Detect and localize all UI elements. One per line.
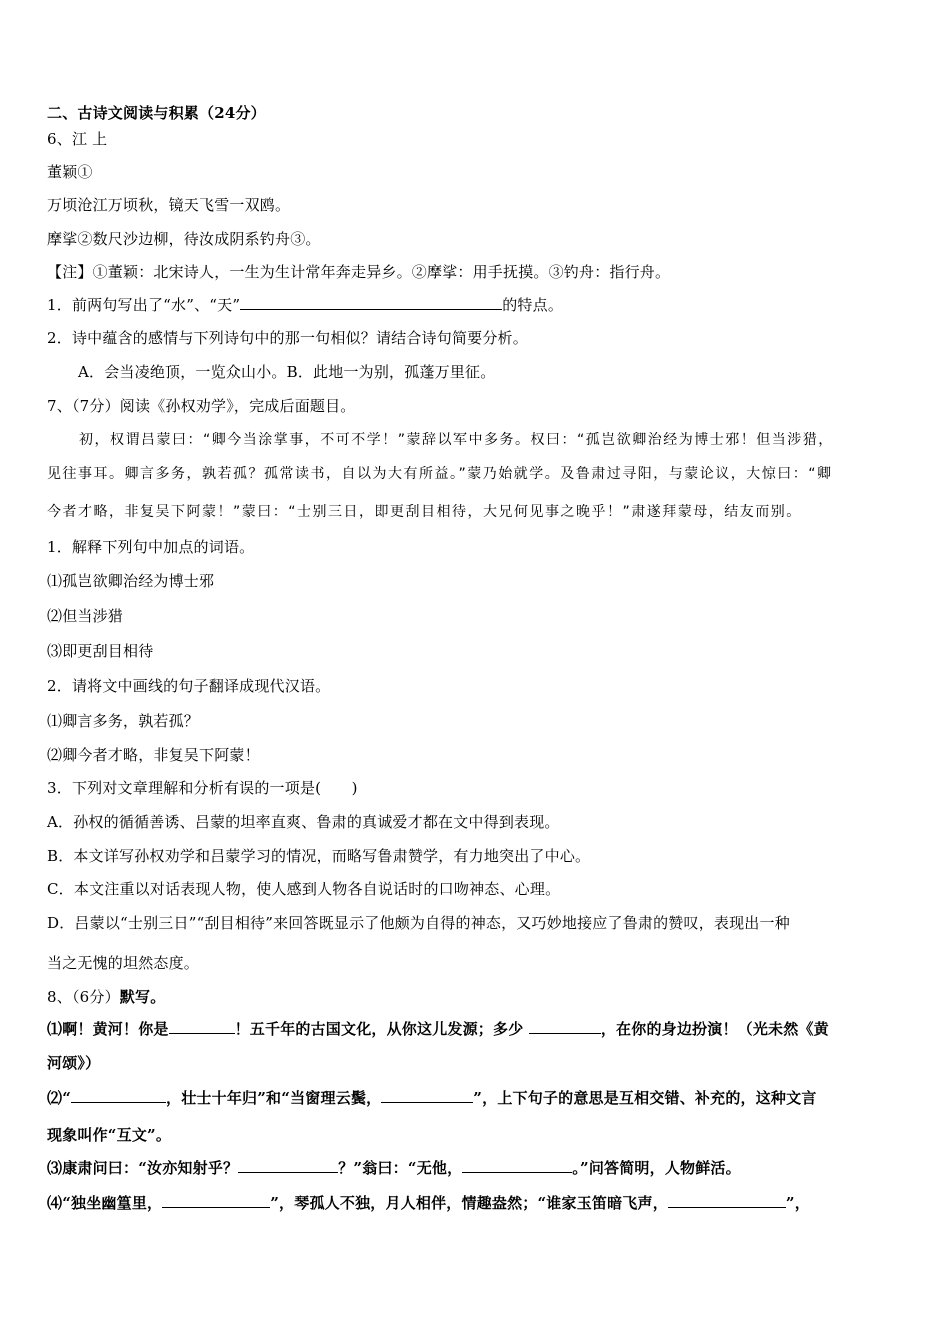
q7-subq2-item2: ⑵卿今者才略，非复吴下阿蒙！ [47,746,260,764]
answer-blank[interactable] [71,1088,166,1103]
q8-title: 8、（6分）默写。 [47,988,166,1006]
q8-item2-cont: 现象叫作“互文”。 [47,1126,172,1144]
q8-item2: ⑵“ ，壮士十年归”和“当窗理云鬓， ”，上下句子的意思是互相交错、补充的，这种文言 [47,1089,817,1107]
q6-poem-line1: 万顷沧江万顷秋，镜天飞雪一双鸥。 [47,196,291,214]
answer-blank[interactable] [529,1019,601,1034]
q7-option-d-cont: 当之无愧的坦然态度。 [47,954,200,972]
q7-option-c: C．本文注重以对话表现人物，使人感到人物各自说话时的口吻神态、心理。 [47,880,561,898]
q7-title: 7、（7分）阅读《孙权劝学》，完成后面题目。 [47,397,356,415]
q7-subq1-item3: ⑶即更刮目相待 [47,642,154,660]
answer-blank[interactable] [668,1193,786,1208]
q7-subq2-item1: ⑴卿言多务，孰若孤？ [47,712,200,730]
q6-title: 6、江 上 [47,130,108,148]
q6-note: 【注】①董颖：北宋诗人，一生为生计常年奔走异乡。②摩挲：用手抚摸。③钓舟：指行舟。 [47,263,671,281]
q8-item1-cont: 河颂》） [47,1054,101,1072]
answer-blank[interactable] [238,1158,338,1173]
q7-option-b: B．本文详写孙权劝学和吕蒙学习的情况，而略写鲁肃赞学，有力地突出了中心。 [47,847,591,865]
section-title: 二、古诗文阅读与积累（24分） [47,104,266,122]
q7-subq1-item2: ⑵但当涉猎 [47,607,124,625]
q6-subq2: 2．诗中蕴含的感情与下列诗句中的那一句相似？请结合诗句简要分析。 [47,329,528,347]
q8-item3: ⑶康肃问曰：“汝亦知射乎？ ？”翁曰：“无他， 。”问答简明，人物鲜活。 [47,1159,741,1177]
q6-poem-line2: 摩挲②数尺沙边柳，待汝成阴系钓舟③。 [47,230,321,248]
answer-blank[interactable] [240,295,502,310]
q7-subq3: 3．下列对文章理解和分析有误的一项是( ) [47,779,358,797]
q7-subq1-item1: ⑴孤岂欲卿治经为博士邪 [47,572,215,590]
answer-blank[interactable] [169,1019,235,1034]
q6-author: 董颖① [47,163,93,181]
q7-passage-line3: 今者才略，非复吴下阿蒙！”蒙曰：“士别三日，即更刮目相待，大兄何见事之晚乎！”肃遂拜蒙母，结友而别。 [47,504,802,520]
answer-blank[interactable] [462,1158,572,1173]
q6-subq2-options: A．会当凌绝顶，一览众山小。B．此地一为别，孤蓬万里征。 [78,363,496,381]
q6-subq1: 1．前两句写出了“水”、“天” 的特点。 [47,296,564,314]
q8-item4: ⑷“独坐幽篁里， ”，琴孤人不独，月人相伴，情趣盎然；“谁家玉笛暗飞声， ”， [47,1194,810,1212]
q7-option-d: D．吕蒙以“士别三日”“刮目相待”来回答既显示了他颇为自得的神态，又巧妙地接应了鲁肃的赞叹，表现出一种 [47,914,790,932]
q7-passage-line2: 见往事耳。卿言多务，孰若孤？孤常读书，自以为大有所益。”蒙乃始就学。及鲁肃过寻阳，与蒙论议，大惊曰：“卿 [47,466,833,482]
q7-option-a: A．孙权的循循善诱、吕蒙的坦率直爽、鲁肃的真诚爱才都在文中得到表现。 [47,813,560,831]
answer-blank[interactable] [381,1088,473,1103]
q7-passage-line1: 初，权谓吕蒙曰：“卿今当涂掌事，不可不学！”蒙辞以军中多务。权曰：“孤岂欲卿治经为博士邪！但当涉猎， [79,432,834,448]
q7-subq2: 2．请将文中画线的句子翻译成现代汉语。 [47,677,331,695]
q8-item1: ⑴啊！黄河！你是 ！五千年的古国文化，从你这儿发源；多少 ，在你的身边扮演！（光未然《黄 [47,1020,829,1038]
answer-blank[interactable] [162,1193,270,1208]
q7-subq1: 1．解释下列句中加点的词语。 [47,538,255,556]
